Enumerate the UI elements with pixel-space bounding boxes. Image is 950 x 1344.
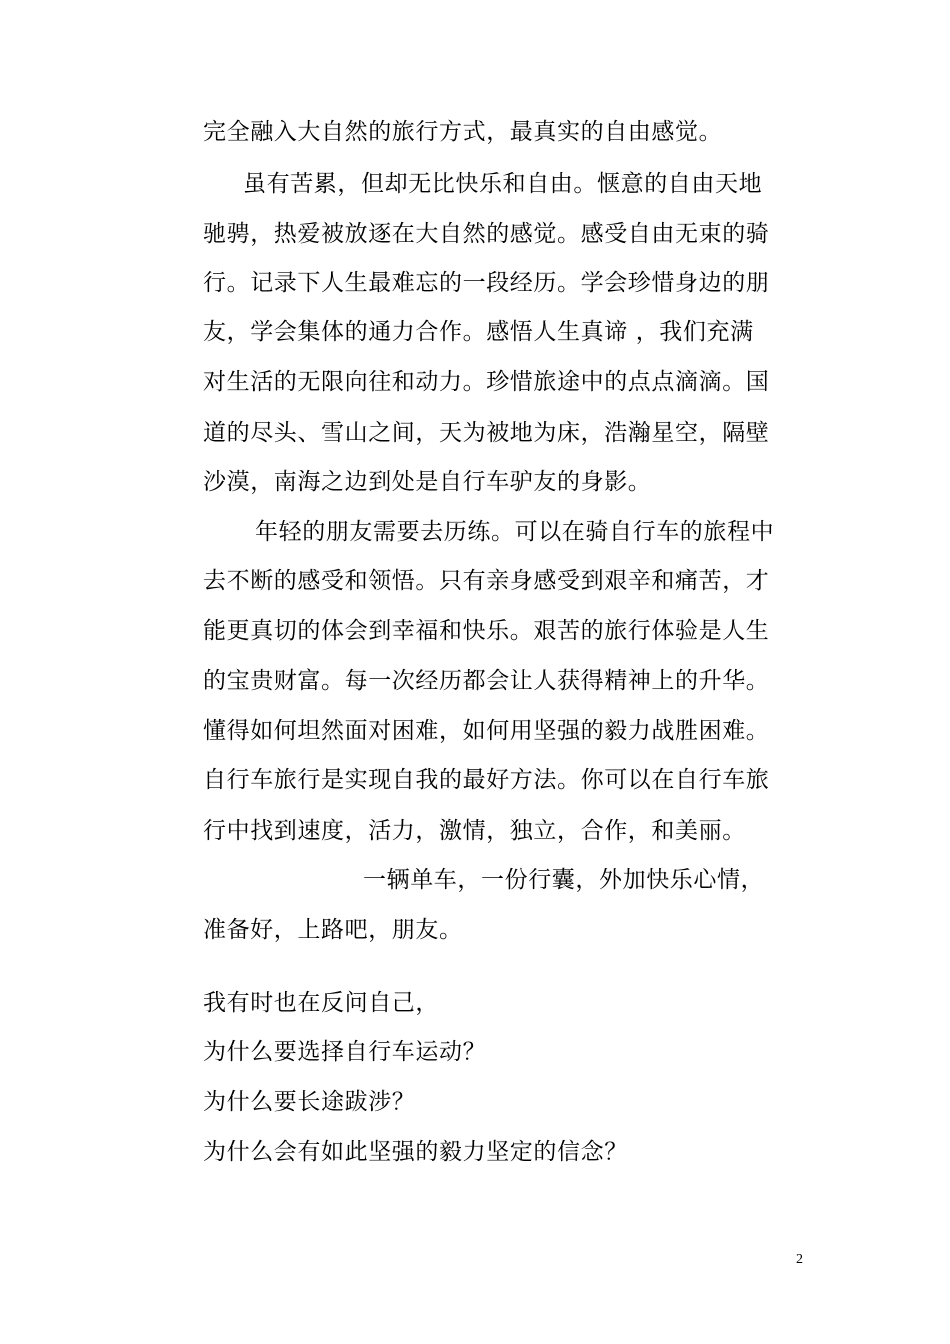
text-line: 一辆单车，一份行囊，外加快乐心情，: [363, 867, 765, 893]
text-line: 为什么要选择自行车运动？: [203, 1039, 487, 1065]
text-line: 友，学会集体的通力合作。感悟人生真谛 ，我们充满: [203, 319, 754, 345]
text-line: 为什么要长途跋涉？: [203, 1089, 416, 1115]
text-line: 去不断的感受和领悟。只有亲身感受到艰辛和痛苦，才: [203, 568, 770, 594]
text-line: 准备好，上路吧，朋友。: [203, 917, 463, 943]
text-line: 道的尽头、雪山之间，天为被地为床，浩瀚星空，隔壁: [203, 420, 770, 446]
text-line: 能更真切的体会到幸福和快乐。艰苦的旅行体验是人生: [203, 618, 770, 644]
text-line: 行中找到速度，活力，激情，独立，合作，和美丽。: [203, 818, 746, 844]
text-line: 的宝贵财富。每一次经历都会让人获得精神上的升华。: [203, 668, 770, 694]
text-line: 沙漠，南海之边到处是自行车驴友的身影。: [203, 469, 652, 495]
text-line: 驰骋，热爱被放逐在大自然的感觉。感受自由无束的骑: [203, 221, 770, 247]
text-line: 虽有苦累，但却无比快乐和自由。惬意的自由天地: [243, 171, 763, 197]
page-number: 2: [796, 1252, 803, 1267]
text-line: 行。记录下人生最难忘的一段经历。学会珍惜身边的朋: [203, 270, 770, 296]
text-line: 年轻的朋友需要去历练。可以在骑自行车的旅程中: [255, 519, 775, 545]
text-line: 为什么会有如此坚强的毅力坚定的信念？: [203, 1139, 628, 1165]
text-line: 我有时也在反问自己，: [203, 990, 439, 1016]
text-line: 自行车旅行是实现自我的最好方法。你可以在自行车旅: [203, 767, 770, 793]
text-line: 懂得如何坦然面对困难，如何用坚强的毅力战胜困难。: [203, 718, 770, 744]
text-line: 完全融入大自然的旅行方式，最真实的自由感觉。: [203, 119, 723, 145]
text-line: 对生活的无限向往和动力。珍惜旅途中的点点滴滴。国: [203, 369, 770, 395]
